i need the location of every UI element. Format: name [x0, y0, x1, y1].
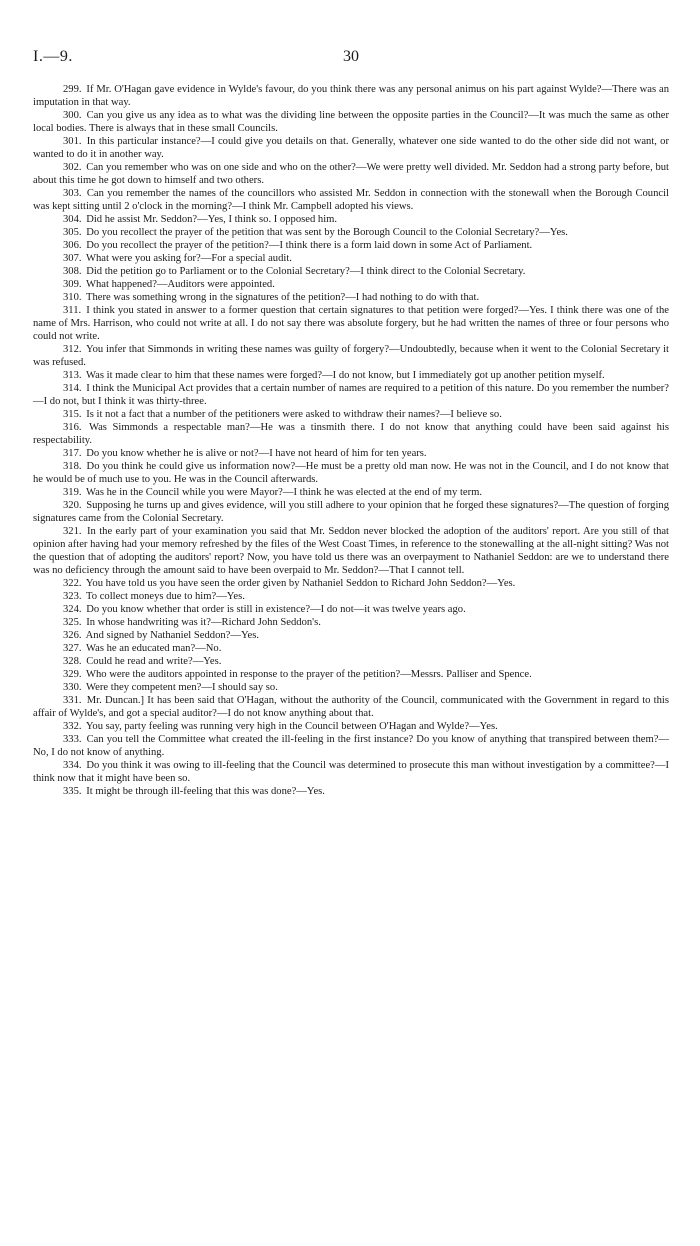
question-answer-text: And signed by Nathaniel Seddon?—Yes. [85, 630, 260, 641]
question-answer-text: If Mr. O'Hagan gave evidence in Wylde's favour, do you think there was any personal animus on his part against Wylde?—There was an imputation in that way. [33, 84, 669, 108]
question-number: 325. [63, 617, 82, 628]
question-answer-text: Do you recollect the prayer of the petition?—I think there is a form laid down in some Act of Parliament. [86, 240, 533, 251]
question-answer-text: You say, party feeling was running very high in the Council between O'Hagan and Wylde?—Yes. [85, 721, 498, 732]
evidence-paragraph [33, 759, 669, 785]
question-number: 304. [63, 214, 82, 225]
evidence-paragraph [33, 525, 669, 577]
question-answer-text: Do you think he could give us information now?—He must be a pretty old man now. He was not in the Council, and I do not know that he would be of much use to you. He was in the Council afterwards. [33, 461, 670, 485]
evidence-paragraph [33, 304, 669, 343]
question-answer-text: Did the petition go to Parliament or to the Colonial Secretary?—I think direct to the Colonial Secretary. [86, 266, 526, 277]
question-answer-text: Can you remember the names of the councillors who assisted Mr. Seddon in connection with the stonewall when the Borough Council was kept sitting until 2 o'clock in the morning?—I think Mr. Campbell adopted his views. [33, 188, 669, 212]
question-answer-text: It might be through ill-feeling that this was done?—Yes. [86, 786, 325, 797]
evidence-paragraph [33, 694, 669, 720]
question-number: 326. [63, 630, 82, 641]
question-answer-text: To collect moneys due to him?—Yes. [86, 591, 245, 602]
question-number: 327. [63, 643, 82, 654]
evidence-paragraph [33, 265, 669, 278]
evidence-paragraph [33, 135, 669, 161]
question-answer-text: Mr. Duncan.] It has been said that O'Hagan, without the authority of the Council, communicated with the Government in regard to this affair of Wylde's, and got a special auditor?—I do not know anything about that. [33, 695, 669, 719]
evidence-paragraph [33, 486, 669, 499]
evidence-paragraph [33, 109, 669, 135]
question-answer-text: Can you tell the Committee what created the ill-feeling in the first instance? Do you know of anything that transpired between them?—No, I do not know of anything. [33, 734, 669, 758]
question-number: 317. [63, 448, 82, 459]
question-number: 323. [63, 591, 82, 602]
question-answer-text: Was Simmonds a respectable man?—He was a tinsmith there. I do not know that anything could have been said against his respectability. [33, 422, 669, 446]
question-number: 322. [63, 578, 82, 589]
evidence-paragraph [33, 668, 669, 681]
question-answer-text: What were you asking for?—For a special audit. [86, 253, 292, 264]
evidence-paragraph [33, 720, 669, 733]
evidence-paragraph [33, 499, 669, 525]
question-answer-text: There was something wrong in the signatures of the petition?—I had nothing to do with that. [86, 292, 480, 303]
question-answer-text: In the early part of your examination you said that Mr. Seddon never blocked the adoption of the auditors' report. Are you still of that opinion after having had your memory refreshed by the files of the West Coast Times, in reference to the stonewalling at the all-night sitting? Was not the question that of adopting the auditors' report? Now, you have told us there was an overpayment to Nathaniel Seddon: are we to understand there was no deficiency through the amount said to have been overpaid to Mr. Seddon?—That I cannot tell. [33, 526, 670, 576]
evidence-paragraph [33, 655, 669, 668]
question-number: 334. [63, 760, 82, 771]
evidence-paragraph [33, 681, 669, 694]
evidence-paragraph [33, 369, 669, 382]
evidence-paragraph [33, 83, 669, 109]
question-number: 310. [63, 292, 82, 303]
question-number: 306. [63, 240, 82, 251]
question-answer-text: Do you know whether that order is still in existence?—I do not—it was twelve years ago. [86, 604, 466, 615]
question-number: 299. [63, 84, 82, 95]
question-answer-text: Did he assist Mr. Seddon?—Yes, I think so. I opposed him. [86, 214, 338, 225]
question-number: 315. [63, 409, 82, 420]
evidence-paragraph [33, 421, 669, 447]
question-answer-text: Was he in the Council while you were Mayor?—I think he was elected at the end of my term. [86, 487, 483, 498]
question-answer-text: You have told us you have seen the order given by Nathaniel Seddon to Richard John Seddon?—Yes. [85, 578, 516, 589]
question-answer-text: I think the Municipal Act provides that a certain number of names are required to a petition of this nature. Do you remember the number?—I do not, but I think it was thirty-three. [33, 383, 669, 407]
evidence-paragraph [33, 239, 669, 252]
question-answer-text: You infer that Simmonds in writing these names was guilty of forgery?—Undoubtedly, because when it went to the Colonial Secretary it was refused. [33, 344, 669, 368]
evidence-body [33, 83, 669, 798]
question-answer-text: Can you give us any idea as to what was the dividing line between the opposite parties in the Council?—It was much the same as other local bodies. There is always that in these small Councils. [33, 110, 669, 134]
question-number: 328. [63, 656, 82, 667]
question-answer-text: Were they competent men?—I should say so. [86, 682, 278, 693]
evidence-paragraph [33, 447, 669, 460]
question-number: 321. [63, 526, 82, 537]
question-number: 312. [63, 344, 82, 355]
question-number: 318. [63, 461, 82, 472]
evidence-paragraph [33, 616, 669, 629]
question-answer-text: Could he read and write?—Yes. [86, 656, 222, 667]
question-number: 320. [63, 500, 82, 511]
evidence-paragraph [33, 278, 669, 291]
question-answer-text: Who were the auditors appointed in response to the prayer of the petition?—Messrs. Palliser and Spence. [86, 669, 532, 680]
evidence-paragraph [33, 603, 669, 616]
evidence-paragraph [33, 642, 669, 655]
question-answer-text: Supposing he turns up and gives evidence, will you still adhere to your opinion that he forged these signatures?—The question of forging signatures came from the Colonial Secretary. [33, 500, 670, 524]
evidence-paragraph [33, 629, 669, 642]
page-number: 30 [343, 48, 359, 65]
question-number: 329. [63, 669, 82, 680]
question-number: 332. [63, 721, 82, 732]
question-number: 307. [63, 253, 82, 264]
evidence-paragraph [33, 291, 669, 304]
evidence-paragraph [33, 226, 669, 239]
question-answer-text: In whose handwriting was it?—Richard John Seddon's. [86, 617, 321, 628]
question-number: 314. [63, 383, 82, 394]
evidence-paragraph [33, 408, 669, 421]
question-number: 330. [63, 682, 82, 693]
evidence-paragraph [33, 785, 669, 798]
question-number: 333. [63, 734, 82, 745]
question-number: 311. [63, 305, 82, 316]
question-number: 303. [63, 188, 82, 199]
question-answer-text: I think you stated in answer to a former question that certain signatures to that petition were forged?—Yes. I think there was one of the name of Mrs. Harrison, who could not write at all. I do not say there was absolute forgery, but he had written the names of three or four persons who could not write. [33, 305, 669, 342]
evidence-paragraph [33, 590, 669, 603]
question-answer-text: Can you remember who was on one side and who on the other?—We were pretty well divided. Mr. Seddon had a strong party before, but about this time he got down to himself and two others. [33, 162, 670, 186]
question-number: 309. [63, 279, 82, 290]
question-number: 300. [63, 110, 82, 121]
question-answer-text: Was he an educated man?—No. [86, 643, 222, 654]
question-number: 301. [63, 136, 82, 147]
question-number: 335. [63, 786, 82, 797]
question-answer-text: Do you think it was owing to ill-feeling that the Council was determined to prosecute this man without investigation by a committee?—I think now that it might have been so. [33, 760, 669, 784]
question-number: 324. [63, 604, 82, 615]
question-answer-text: Was it made clear to him that these names were forged?—I do not know, but I immediately got up another petition myself. [86, 370, 605, 381]
evidence-paragraph [33, 577, 669, 590]
evidence-paragraph [33, 343, 669, 369]
question-number: 313. [63, 370, 82, 381]
evidence-paragraph [33, 733, 669, 759]
question-answer-text: Do you know whether he is alive or not?—I have not heard of him for ten years. [86, 448, 427, 459]
question-number: 302. [63, 162, 82, 173]
question-number: 319. [63, 487, 82, 498]
document-reference: I.—9. [33, 48, 73, 65]
evidence-paragraph [33, 187, 669, 213]
question-number: 308. [63, 266, 82, 277]
evidence-paragraph [33, 213, 669, 226]
evidence-paragraph [33, 460, 669, 486]
question-answer-text: Do you recollect the prayer of the petition that was sent by the Borough Council to the Colonial Secretary?—Yes. [86, 227, 568, 238]
evidence-paragraph [33, 161, 669, 187]
evidence-paragraph [33, 252, 669, 265]
question-answer-text: In this particular instance?—I could give you details on that. Generally, whatever one side wanted to do the other side did not want, or wanted to do it in another way. [33, 136, 669, 160]
question-number: 305. [63, 227, 82, 238]
page-header [33, 48, 669, 70]
question-answer-text: What happened?—Auditors were appointed. [86, 279, 275, 290]
question-number: 316. [63, 422, 82, 433]
evidence-paragraph [33, 382, 669, 408]
question-answer-text: Is it not a fact that a number of the petitioners were asked to withdraw their names?—I believe so. [86, 409, 502, 420]
question-number: 331. [63, 695, 82, 706]
